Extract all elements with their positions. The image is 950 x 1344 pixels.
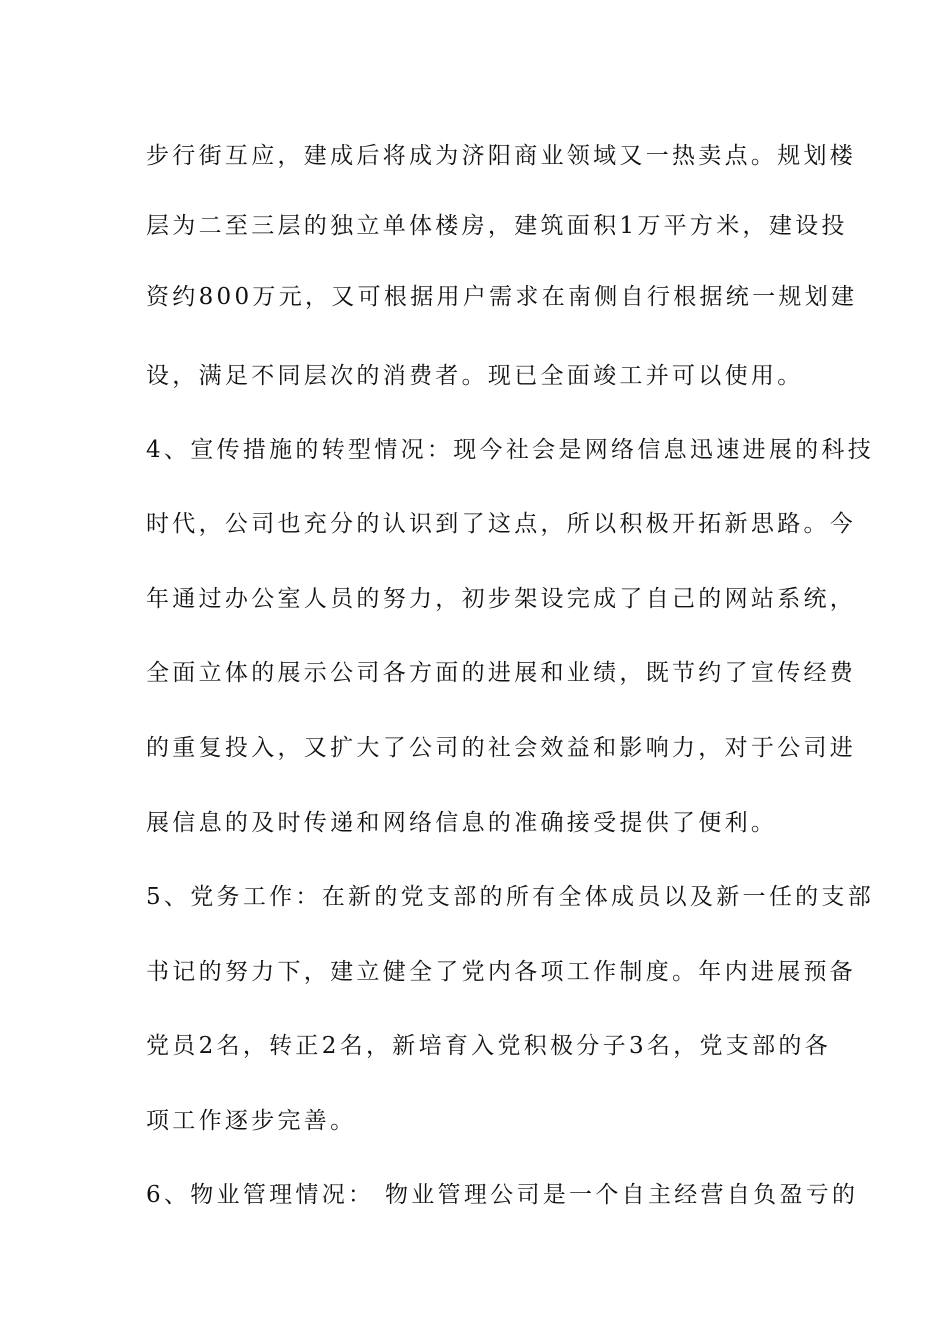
text-line-5: 4、宣传措施的转型情况：现今社会是网络信息迅速进展的科技 xyxy=(146,437,875,463)
text-line-13: 党员2名，转正2名，新培育入党积极分子3名，党支部的各 xyxy=(146,1033,831,1059)
text-line-12: 书记的努力下，建立健全了党内各项工作制度。年内进展预备 xyxy=(146,959,857,985)
text-line-7: 年通过办公室人员的努力，初步架设完成了自己的网站系统， xyxy=(146,586,857,612)
text-line-8: 全面立体的展示公司各方面的进展和业绩，既节约了宣传经费 xyxy=(146,660,857,686)
text-line-2: 层为二至三层的独立单体楼房，建筑面积1万平方米，建设投 xyxy=(146,213,848,239)
text-line-4: 设，满足不同层次的消费者。现已全面竣工并可以使用。 xyxy=(146,363,804,389)
text-line-10: 展信息的及时传递和网络信息的准确接受提供了便利。 xyxy=(146,810,778,836)
text-line-11: 5、党务工作：在新的党支部的所有全体成员以及新一任的支部 xyxy=(146,884,875,910)
text-line-14: 项工作逐步完善。 xyxy=(146,1108,357,1134)
text-line-15: 6、物业管理情况： 物业管理公司是一个自主经营自负盈亏的 xyxy=(146,1182,859,1208)
text-line-1: 步行街互应，建成后将成为济阳商业领域又一热卖点。规划楼 xyxy=(146,143,857,169)
text-line-3: 资约800万元，又可根据用户需求在南侧自行根据统一规划建 xyxy=(146,284,858,310)
text-line-9: 的重复投入，又扩大了公司的社会效益和影响力，对于公司进 xyxy=(146,735,857,761)
text-line-6: 时代，公司也充分的认识到了这点，所以积极开拓新思路。今 xyxy=(146,511,857,537)
